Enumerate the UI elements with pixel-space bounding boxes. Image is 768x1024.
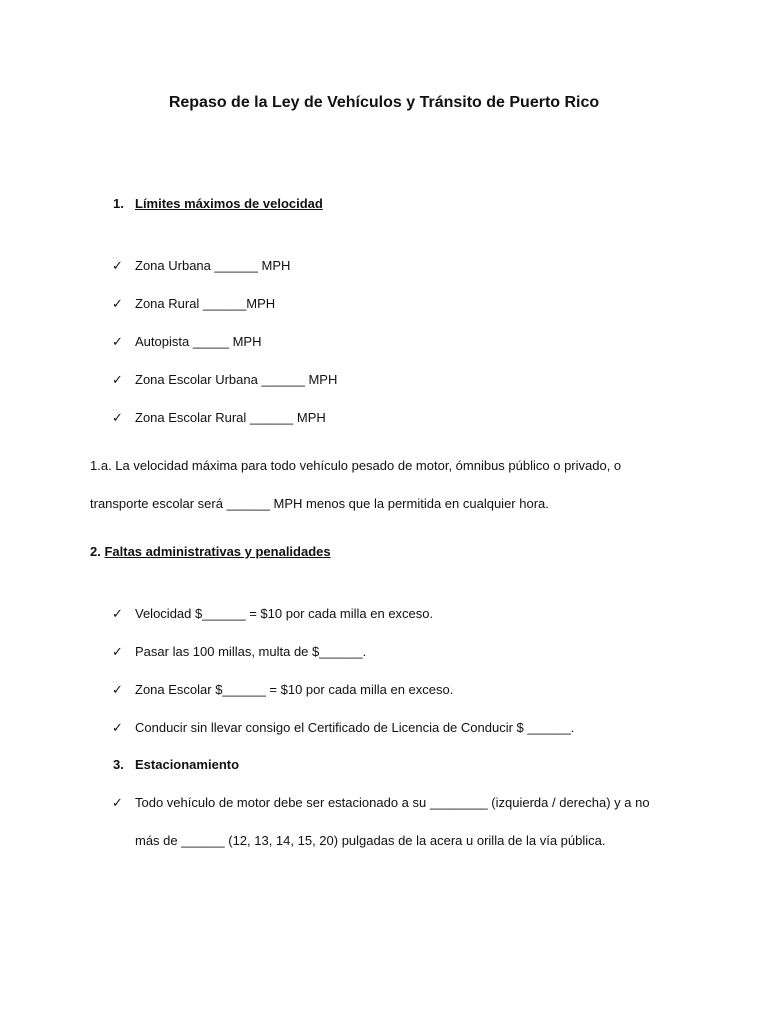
document-title: Repaso de la Ley de Vehículos y Tránsito de Puerto Rico	[168, 94, 600, 111]
list-item-text: Todo vehículo de motor debe ser estacionado a su ________ (izquierda / derecha) y a no	[135, 795, 650, 810]
section-1-heading	[113, 196, 323, 211]
list-item-continuation: más de ______ (12, 13, 14, 15, 20) pulgadas de la acera u orilla de la vía pública.	[135, 833, 606, 848]
checkmark-icon: ✓	[112, 682, 123, 697]
note-line-2: transporte escolar será ______ MPH menos que la permitida en cualquier hora.	[90, 496, 549, 511]
list-item	[112, 296, 275, 312]
checkmark-icon: ✓	[112, 372, 123, 387]
section-2-heading	[90, 544, 331, 559]
list-item-text: Autopista _____ MPH	[135, 334, 262, 349]
list-item	[112, 795, 650, 811]
section-3-title: Estacionamiento	[135, 757, 240, 772]
list-item	[112, 334, 261, 350]
list-item-text: Zona Escolar $______ = $10 por cada milla en exceso.	[135, 682, 454, 697]
list-item	[112, 644, 366, 660]
section-1-number: 1.	[113, 196, 124, 211]
list-item-text: Zona Escolar Rural ______ MPH	[135, 410, 326, 425]
checkmark-icon: ✓	[112, 410, 123, 425]
list-item-text: Conducir sin llevar consigo el Certificado de Licencia de Conducir $ ______.	[135, 720, 575, 735]
checkmark-icon: ✓	[112, 296, 123, 311]
list-item	[112, 372, 337, 388]
list-item-text: Pasar las 100 millas, multa de $______.	[135, 644, 367, 659]
section-1-title: Límites máximos de velocidad	[135, 196, 323, 211]
section-3-number: 3.	[113, 757, 124, 772]
list-item-text: Zona Escolar Urbana ______ MPH	[135, 372, 338, 387]
list-item	[112, 606, 433, 622]
checkmark-icon: ✓	[112, 720, 123, 735]
list-item	[112, 258, 290, 274]
checkmark-icon: ✓	[112, 795, 123, 810]
list-item	[112, 720, 574, 736]
checkmark-icon: ✓	[112, 334, 123, 349]
checkmark-icon: ✓	[112, 606, 123, 621]
checkmark-icon: ✓	[112, 258, 123, 273]
list-item-text: Zona Rural ______MPH	[135, 296, 276, 311]
list-item	[112, 410, 326, 426]
checkmark-icon: ✓	[112, 644, 123, 659]
list-item-text: Velocidad $______ = $10 por cada milla en exceso.	[135, 606, 434, 621]
list-item-text: Zona Urbana ______ MPH	[135, 258, 291, 273]
section-3-heading	[113, 757, 239, 772]
section-2-number: 2.	[90, 544, 101, 559]
section-2-title: Faltas administrativas y penalidades	[104, 544, 331, 559]
note-line-1: 1.a. La velocidad máxima para todo vehículo pesado de motor, ómnibus público o privado, o	[90, 458, 622, 473]
list-item	[112, 682, 453, 698]
